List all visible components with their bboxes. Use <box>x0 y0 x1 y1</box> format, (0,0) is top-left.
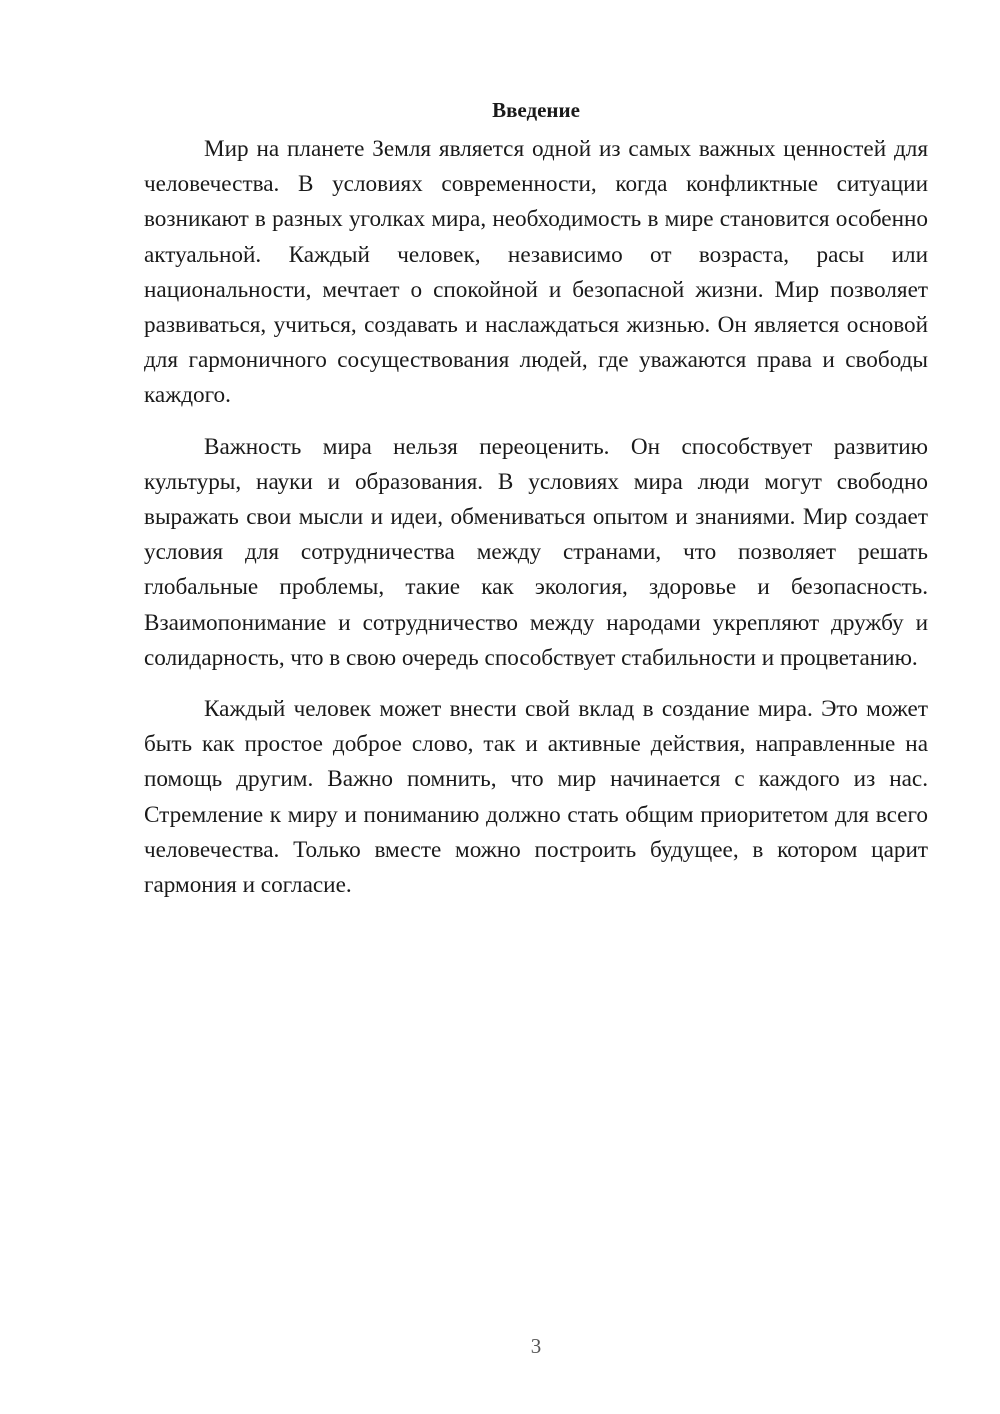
page-number: 3 <box>530 1334 542 1358</box>
document-body <box>144 92 928 919</box>
paragraph-3: Каждый человек может внести свой вклад в создание мира. Это может быть как простое доброе слово, так и активные действия, направленные на помощь другим. Важно помнить, что мир начинается с каждого из нас. Стремление к миру и пониманию должно стать общим приоритетом для всего человечества. Только вместе можно построить будущее, в котором царит гармония и согласие. <box>144 696 928 899</box>
paragraph-1: Мир на планете Земля является одной из самых важных ценностей для человечества. В условиях современности, когда конфликтные ситуации возникают в разных уголках мира, необходимость в мире становится особенно актуальной. Каждый человек, независимо от возраста, расы или национальности, мечтает о спокойной и безопасной жизни. Мир позволяет развиваться, учиться, создавать и наслаждаться жизнью. Он является основой для гармоничного сосуществования людей, где уважаются права и свободы каждого. <box>144 136 928 409</box>
paragraph-2: Важность мира нельзя переоценить. Он способствует развитию культуры, науки и образования. В условиях мира люди могут свободно выражать свои мысли и идеи, обмениваться опытом и знаниями. Мир создает условия для сотрудничества между странами, что позволяет решать глобальные проблемы, такие как экология, здоровье и безопасность. Взаимопонимание и сотрудничество между народами укрепляют дружбу и солидарность, что в свою очередь способствует стабильности и процветанию. <box>144 433 928 671</box>
section-title: Введение <box>492 98 580 122</box>
